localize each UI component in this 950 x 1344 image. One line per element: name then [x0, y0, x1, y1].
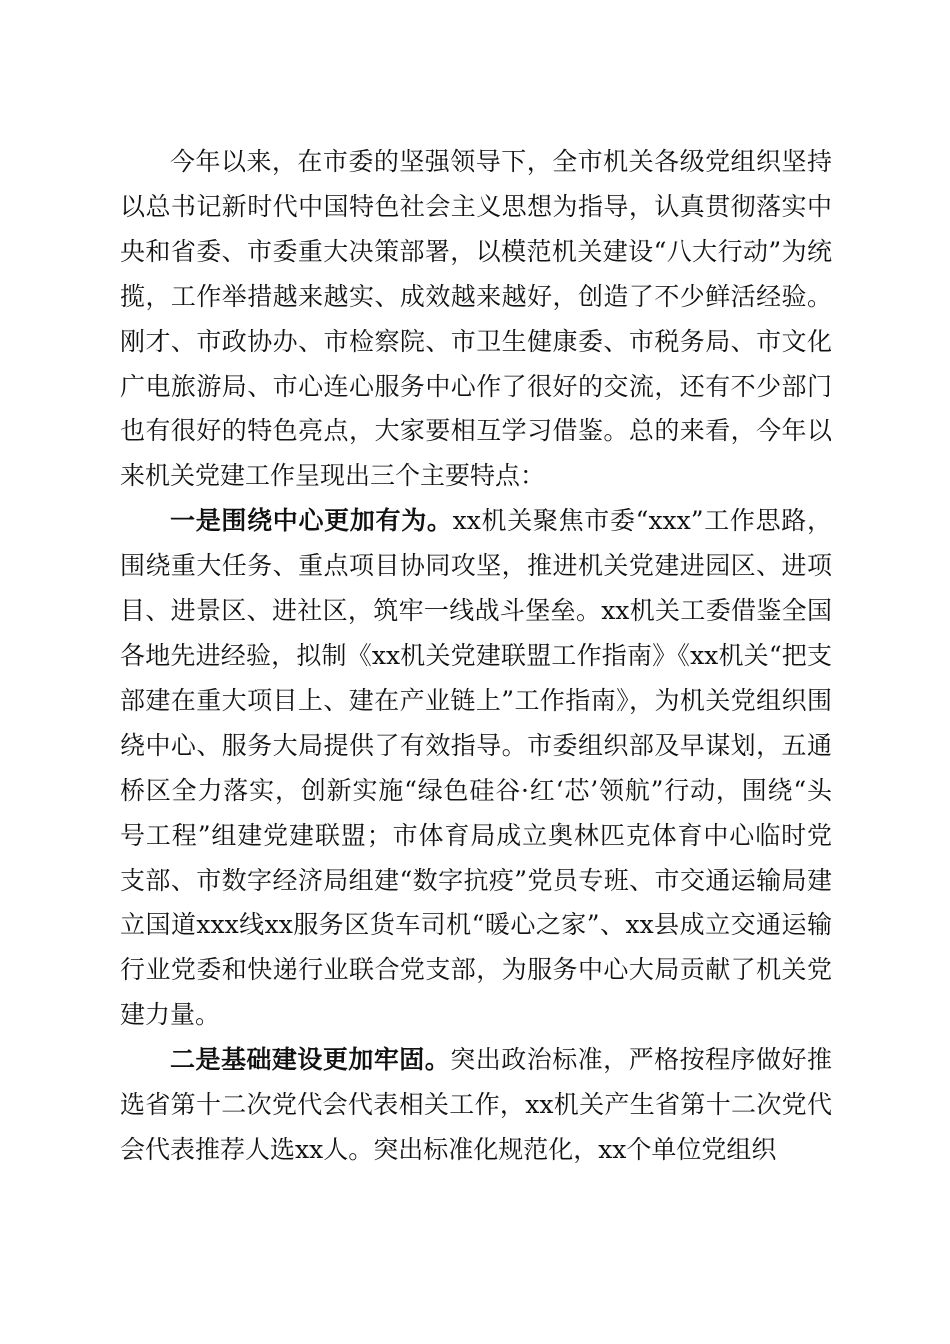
paragraph-point-one-heading: 一是围绕中心更加有为。 — [170, 506, 453, 536]
paragraph-intro-text: 今年以来，在市委的坚强领导下，全市机关各级党组织坚持以总书记新时代中国特色社会主义思想为指导，认真贯彻落实中央和省委、市委重大决策部署，以模范机关建设“八大行动”为统揽，工作举措越来越实、成效越来越好，创造了不少鲜活经验。刚才、市政协办、市检察院、市卫生健康委、市税务局、市文化广电旅游局、市心连心服务中心作了很好的交流，还有不少部门也有很好的特色亮点，大家要相互学习借鉴。总的来看，今年以来机关党建工作呈现出三个主要特点： — [120, 147, 832, 491]
paragraph-point-one-text: xx机关聚焦市委“xxx”工作思路，围绕重大任务、重点项目协同攻坚，推进机关党建进园区、进项目、进景区、进社区，筑牢一线战斗堡垒。xx机关工委借鉴全国各地先进经验，拟制《xx机关党建联盟工作指南》《xx机关“把支部建在重大项目上、建在产业链上”工作指南》，为机关党组织围绕中心、服务大局提供了有效指导。市委组织部及早谋划，五通桥区全力落实，创新实施“绿色硅谷·红‘芯’领航”行动，围绕“头号工程”组建党建联盟；市体育局成立奥林匹克体育中心临时党支部、市数字经济局组建“数字抗疫”党员专班、市交通运输局建立国道xxx线xx服务区货车司机“暖心之家”、xx县成立交通运输行业党委和快递行业联合党支部，为服务中心大局贡献了机关党建力量。 — [120, 506, 832, 1030]
paragraph-point-two — [120, 1038, 832, 1173]
paragraph-point-one — [120, 499, 832, 1038]
document-body — [120, 140, 832, 1173]
paragraph-intro — [120, 140, 832, 499]
paragraph-point-two-text: 突出政治标准，严格按程序做好推选省第十二次党代会代表相关工作，xx机关产生省第十二次党代会代表推荐人选xx人。突出标准化规范化，xx个单位党组织 — [120, 1045, 832, 1164]
paragraph-point-two-heading: 二是基础建设更加牢固。 — [170, 1045, 451, 1075]
